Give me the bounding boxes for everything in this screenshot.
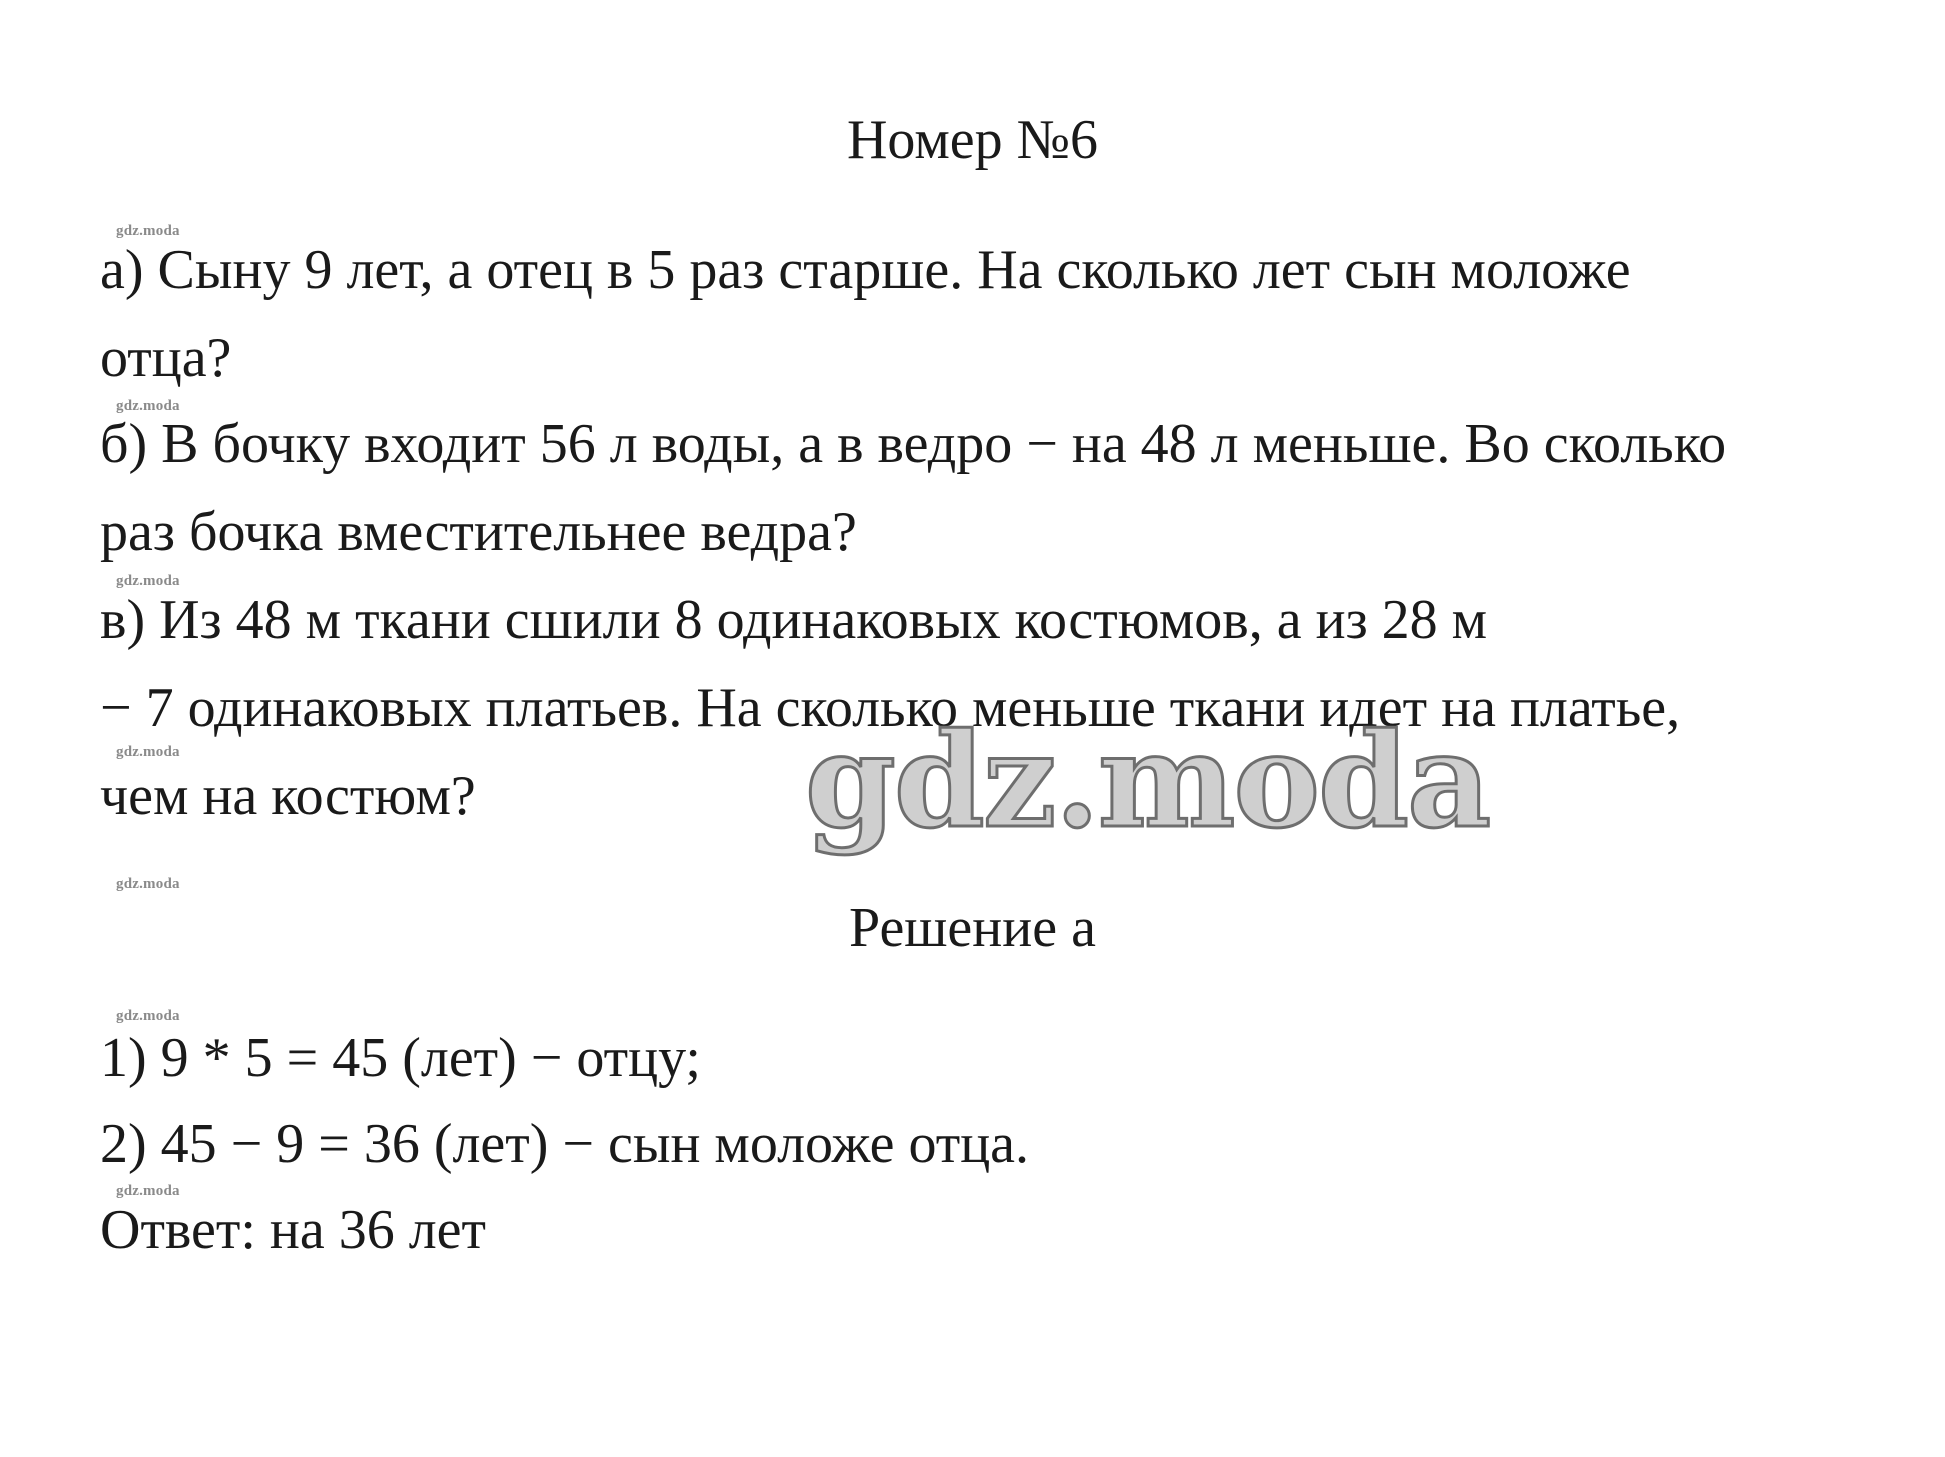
solution-answer: Ответ: на 36 лет	[100, 1199, 487, 1261]
watermark-small: gdz.moda	[116, 744, 180, 760]
problem-c-line3: чем на костюм?	[100, 765, 476, 827]
page-title: Номер №6	[846, 109, 1099, 171]
problem-c-line2: − 7 одинаковых платьев. На сколько меньше ткани идет на платье,	[100, 677, 1681, 739]
watermark-small: gdz.moda	[116, 223, 180, 239]
watermark-small: gdz.moda	[116, 1008, 180, 1024]
problem-b-line1: б) В бочку входит 56 л воды, а в ведро − на 48 л меньше. Во сколько	[100, 413, 1727, 475]
problem-a-line2: отца?	[100, 327, 232, 389]
watermark-small: gdz.moda	[116, 573, 180, 589]
problem-a-line1: а) Сыну 9 лет, а отец в 5 раз старше. На сколько лет сын моложе	[100, 239, 1631, 301]
watermark-small: gdz.moda	[116, 398, 180, 414]
watermark-small: gdz.moda	[116, 876, 180, 892]
problem-b-line2: раз бочка вместительнее ведра?	[100, 501, 857, 563]
watermark-logo: gdz.moda	[805, 704, 1490, 857]
solution-step-1: 1) 9 * 5 = 45 (лет) − отцу;	[100, 1027, 701, 1089]
watermark-small: gdz.moda	[116, 1183, 180, 1199]
solution-heading: Решение а	[849, 897, 1096, 959]
solution-step-2: 2) 45 − 9 = 36 (лет) − сын моложе отца.	[100, 1113, 1030, 1175]
problem-c-line1: в) Из 48 м ткани сшили 8 одинаковых костюмов, а из 28 м	[100, 589, 1488, 651]
